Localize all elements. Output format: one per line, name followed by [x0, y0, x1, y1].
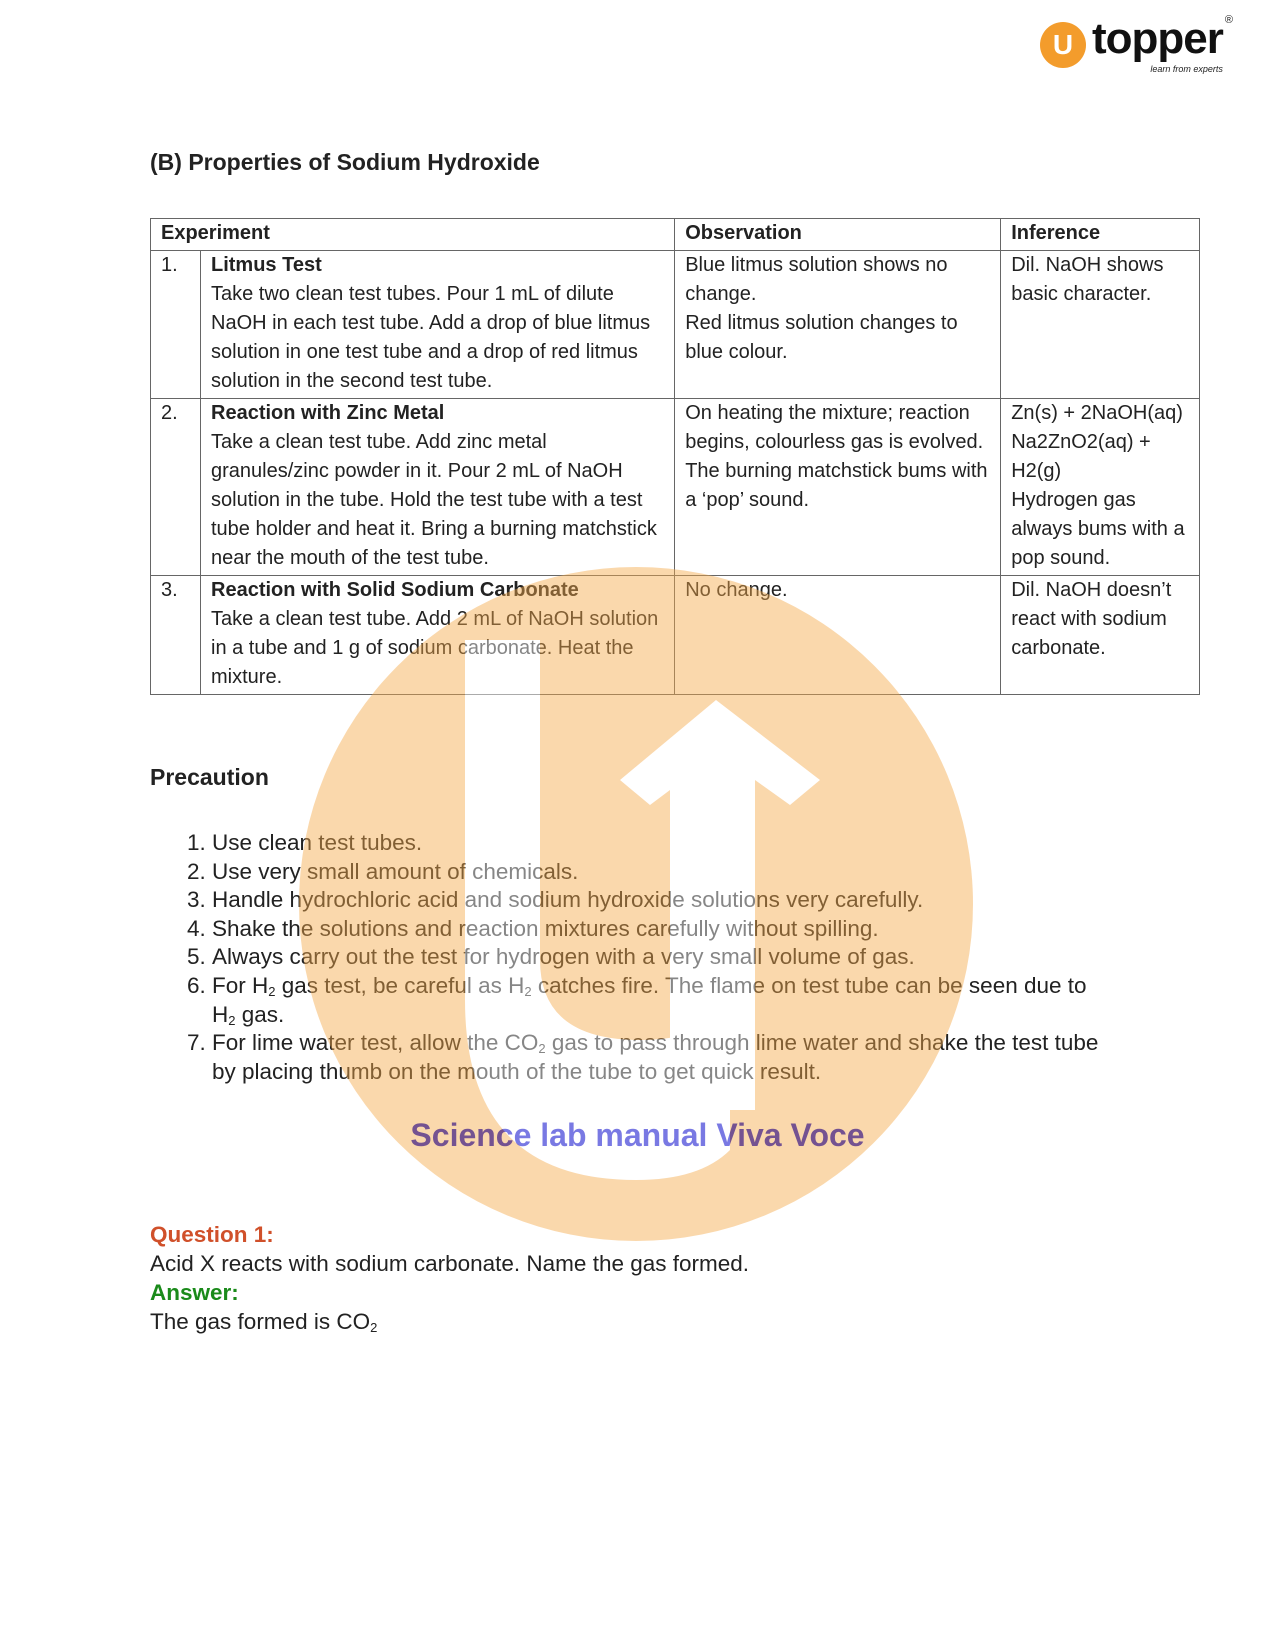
registered-mark: ®	[1224, 14, 1233, 26]
observation-cell	[675, 576, 1001, 695]
inference-line: Zn(s) + 2NaOH(aq) Na2ZnO2(aq) + H2(g)	[1011, 402, 1183, 482]
experiment-title: Reaction with Zinc Metal	[211, 402, 445, 424]
viva-voce-title: Science lab manual Viva Voce	[410, 1117, 865, 1154]
experiment-cell	[201, 576, 675, 695]
logo-u-icon: U	[1040, 22, 1086, 68]
question-text: Acid X reacts with sodium carbonate. Name the gas formed.	[150, 1251, 750, 1277]
list-item: 6. For $H_2$ gas test, be careful as $H_2$ catches fire. The flame on test tube can be seen due to $H_2$ gas.	[212, 972, 1112, 1029]
header-inference: Inference	[1001, 219, 1200, 251]
inference-cell	[1001, 251, 1200, 399]
row-number: 1.	[151, 251, 201, 399]
table-row	[151, 576, 1200, 695]
list-item: 5. Always carry out the test for hydrogen with a very small volume of gas.	[212, 943, 1112, 972]
list-item: 7. For lime water test, allow the $CO_2$ gas to pass through lime water and shake the test tube by placing thumb on the mouth of the tube to get quick result.	[212, 1029, 1112, 1086]
list-item: 3. Handle hydrochloric acid and sodium hydroxide solutions very carefully.	[212, 886, 1112, 915]
table-row	[151, 399, 1200, 576]
experiment-title: Reaction with Solid Sodium Carbonate	[211, 579, 579, 601]
header-experiment: Experiment	[151, 219, 675, 251]
row-number: 2.	[151, 399, 201, 576]
observation-line: On heating the mixture; reaction begins, colourless gas is evolved.	[685, 402, 984, 453]
observation-line: Red litmus solution changes to blue colour.	[685, 312, 958, 363]
logo-text: topper	[1092, 14, 1223, 63]
observation-line: Blue litmus solution shows no change.	[685, 254, 948, 305]
inference-line: Dil. NaOH shows basic character.	[1011, 254, 1164, 305]
document-body	[150, 148, 1200, 1336]
experiment-procedure: Take a clean test tube. Add 2 mL of NaOH solution in a tube and 1 g of sodium carbonate. Heat the mixture.	[211, 608, 659, 688]
logo-text-group	[1092, 14, 1223, 75]
header-observation: Observation	[675, 219, 1001, 251]
list-item: 2. Use very small amount of chemicals.	[212, 858, 1112, 887]
logo-tagline: learn from experts	[1150, 64, 1223, 74]
precaution-list	[172, 829, 1112, 1086]
inference-cell	[1001, 576, 1200, 695]
topper-logo	[1040, 14, 1233, 75]
experiment-procedure: Take two clean test tubes. Pour 1 mL of dilute NaOH in each test tube. Add a drop of blue litmus solution in one test tube and a drop of red litmus solution in the second test tube.	[211, 283, 651, 392]
observation-line: The burning matchstick bums with a ‘pop’ sound.	[685, 460, 988, 511]
experiment-title: Litmus Test	[211, 254, 322, 276]
table-header-row	[151, 219, 1200, 251]
observation-line: No change.	[685, 579, 788, 601]
inference-line: Hydrogen gas always bums with a pop sound.	[1011, 489, 1185, 569]
inference-cell	[1001, 399, 1200, 576]
experiment-procedure: Take a clean test tube. Add zinc metal granules/zinc powder in it. Pour 2 mL of NaOH solution in the tube. Hold the test tube with a test tube holder and heat it. Bring a burning matchstick near the mouth of the test tube.	[211, 431, 657, 569]
experiment-table	[150, 218, 1200, 695]
experiment-cell	[201, 251, 675, 399]
section-heading: (B) Properties of Sodium Hydroxide	[150, 149, 540, 175]
precaution-heading: Precaution	[150, 764, 269, 790]
inference-line: Dil. NaOH doesn’t react with sodium carbonate.	[1011, 579, 1172, 659]
table-row	[151, 251, 1200, 399]
list-item: 1. Use clean test tubes.	[212, 829, 1112, 858]
observation-cell	[675, 399, 1001, 576]
observation-cell	[675, 251, 1001, 399]
answer-text: The gas formed is $CO_2$	[150, 1309, 378, 1336]
list-item: 4. Shake the solutions and reaction mixtures carefully without spilling.	[212, 915, 1112, 944]
row-number: 3.	[151, 576, 201, 695]
question-answer	[150, 1220, 1200, 1336]
question-label: Question 1:	[150, 1222, 274, 1248]
experiment-cell	[201, 399, 675, 576]
answer-label: Answer:	[150, 1280, 239, 1306]
